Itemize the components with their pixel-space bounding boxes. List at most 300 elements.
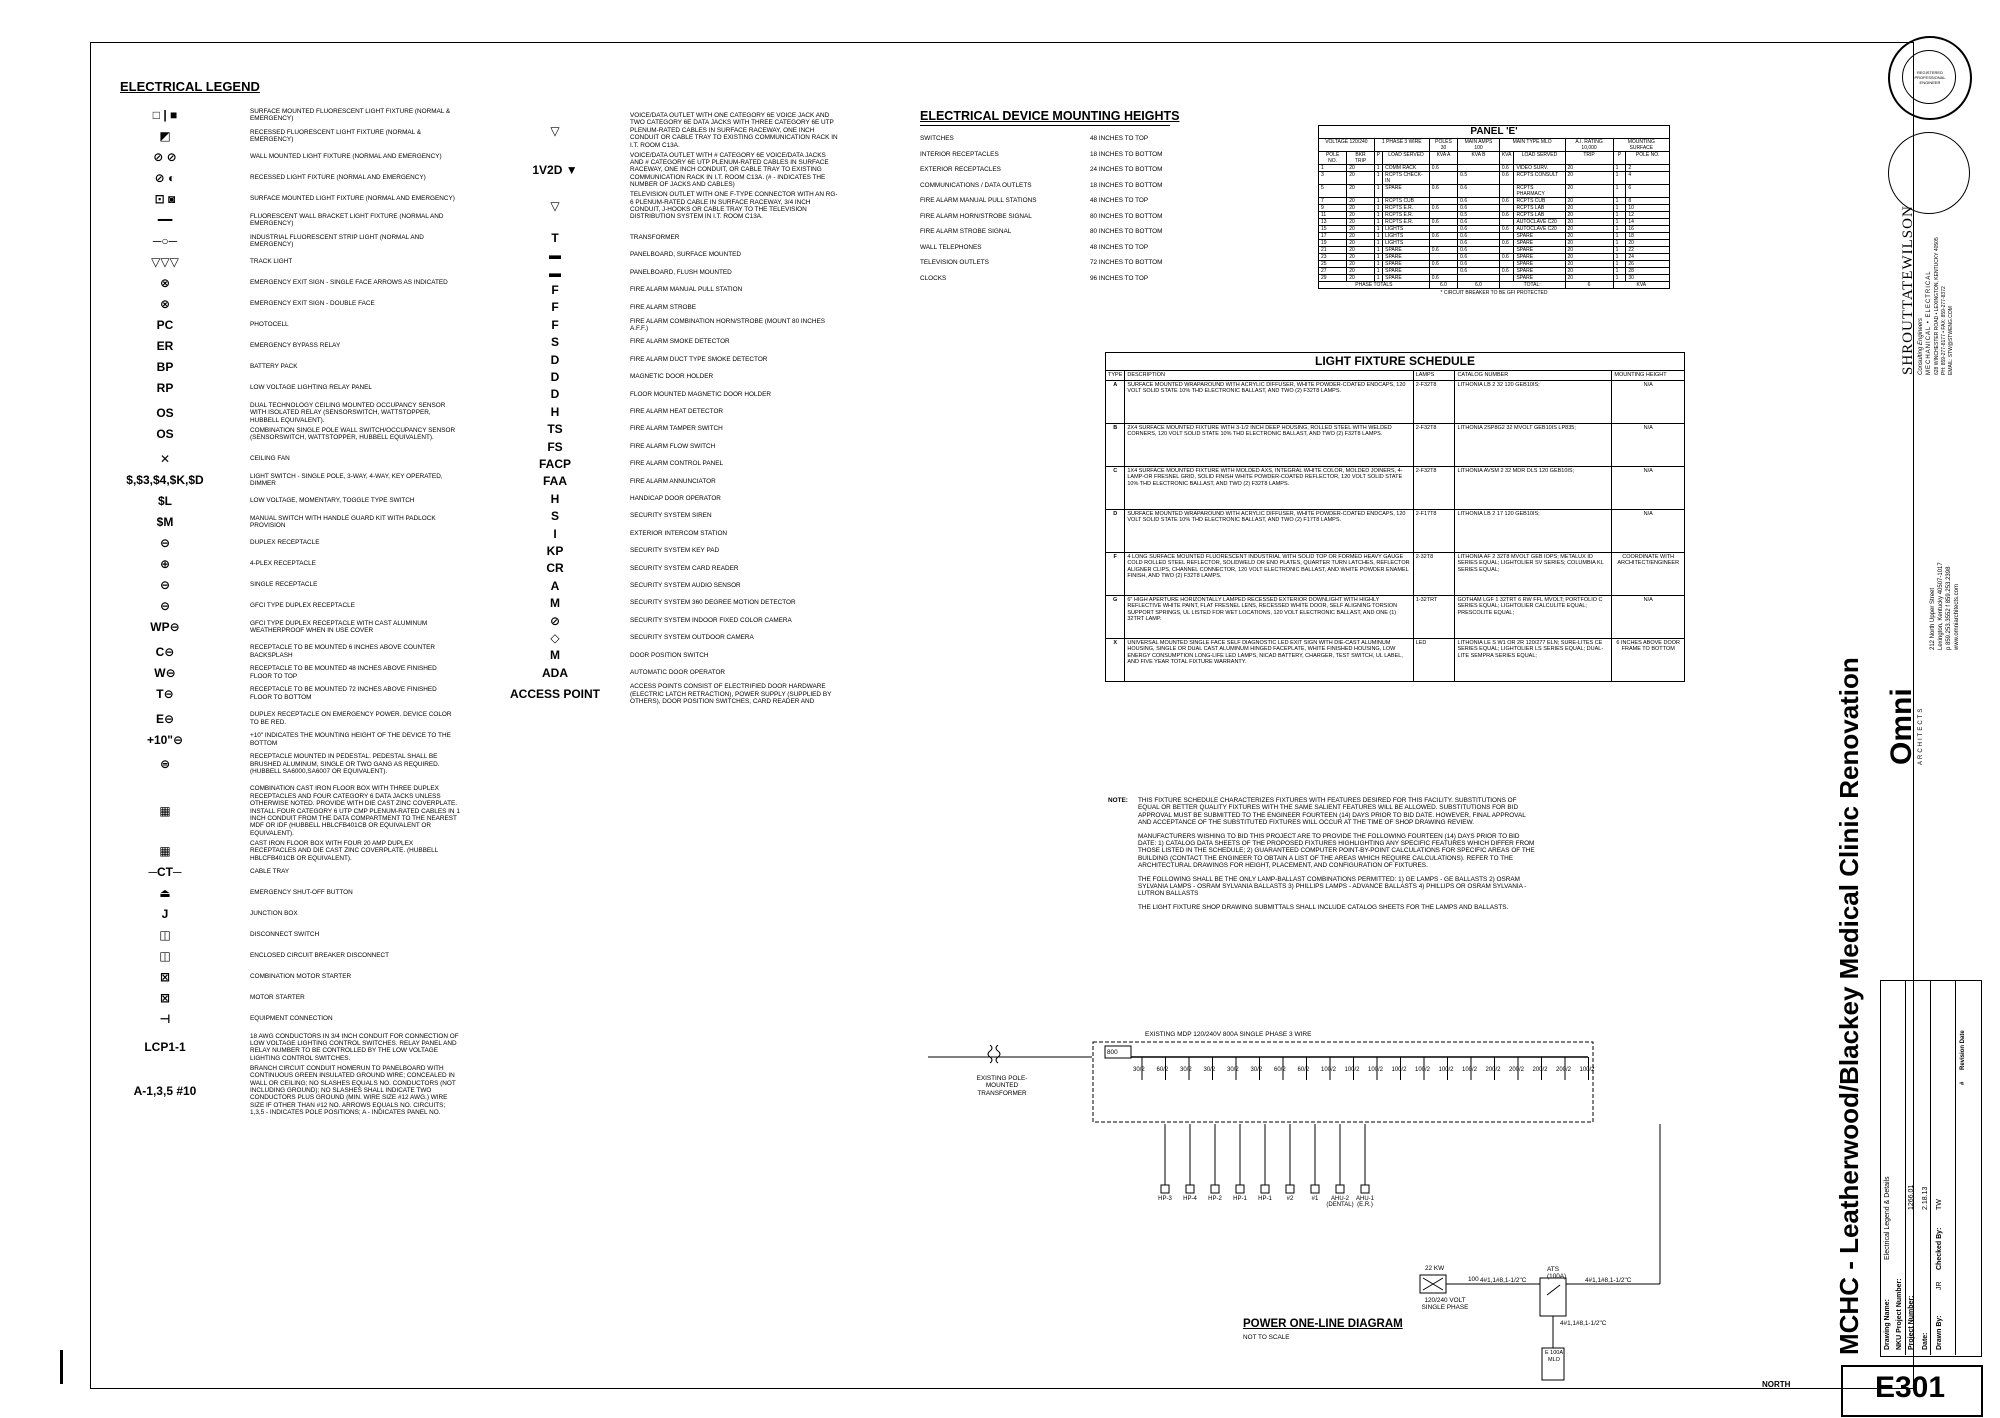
load-label: HP-2 — [1208, 1196, 1222, 1202]
engineer-name: SHROUTTATEWILSON — [1900, 205, 1916, 375]
mounting-row: CLOCKS 96 INCHES TO TOP — [920, 274, 1149, 282]
legend-description: SECURITY SYSTEM CARD READER — [630, 564, 739, 572]
breaker-rating: 60/2 — [1274, 1067, 1286, 1073]
panel-subheader-cell: KVA B — [1458, 152, 1500, 165]
legend-symbol: ▽ — [550, 123, 560, 138]
legend-description: MOTOR STARTER — [250, 993, 305, 1001]
legend-description: 18 AWG CONDUCTORS IN 3/4 INCH CONDUIT FOR CONNECTION OF LOW VOLTAGE LIGHTING CONTROL SWITCHES. RELAY PANEL AND RELAY NUMBER TO BE CONTROLLED BY THE LOW VOLTAGE LIGHTING CONTROL SWITCHES. — [250, 1032, 459, 1062]
legend-item — [110, 686, 460, 701]
legend-description: CABLE TRAY — [250, 867, 290, 875]
seal-text: REGISTERED PROFESSIONAL ENGINEER — [1914, 70, 1946, 85]
legend-item — [510, 596, 840, 610]
legend-item — [110, 886, 460, 900]
legend-description: FIRE ALARM DUCT TYPE SMOKE DETECTOR — [630, 355, 768, 363]
architect-addr-0: 212 North Upper Street — [1930, 587, 1936, 650]
legend-symbol: ⊖ — [159, 598, 171, 613]
panel-header-cell: VOLTAGE 120/240 — [1319, 139, 1375, 152]
panel-header-cell: MAIN TYPE MLO — [1499, 139, 1565, 152]
fixture-row: A SURFACE MOUNTED WRAPAROUND WITH ACRYLIC DIFFUSER, WHITE POWDER-COATED ENDCAPS, 120 VOLT SOLID STATE 10% THD ELECTRONIC BALLAST, AND TWO (2) F32T8 LAMPS. 2-F32T8 LITHONIA LB 2 32 120 GEB10IS; N/A — [1106, 380, 1685, 423]
legend-item — [510, 248, 840, 262]
nku-label: NKU Project Number: — [1896, 1278, 1903, 1350]
legend-item — [110, 276, 460, 290]
legend-item — [510, 335, 840, 349]
fixture-row: X UNIVERSAL MOUNTED SINGLE FACE SELF DIAGNOSTIC LED EXIT SIGN WITH DIE-CAST ALUMINUM HOUSING, SINGLE OR DUAL CAST ALUMINUM HINGED FACEPLATE, WHITE FINISHED HOUSING, LOW ENERGY CONSUMPTION LONG-LIFE LED LAMPS, NICAD BATTERY, CHARGER, TEST SWITCH, UL LABEL, AND FIVE YEAR TOTAL FIXTURE WARRANTY. LED LITHONIA LE S W1 OR 2R 120/277 ELN; SURE-LITES CE SERIES EQUAL; LIGHTOLIER LS SERIES EQUAL; DUAL-LITE SEMPRA SERIES EQUAL; 6 INCHES ABOVE DOOR FRAME TO BOTTOM — [1106, 638, 1685, 681]
project-number: 1266.01 — [1908, 1184, 1915, 1210]
fixture-header-cell: MOUNTING HEIGHT — [1612, 371, 1685, 381]
feeder-3: 4#1,1#8,1-1/2"C — [1560, 1320, 1607, 1327]
fixture-header-cell: DESCRIPTION — [1125, 371, 1413, 381]
load-label: #2 — [1286, 1196, 1294, 1202]
fixture-row: C 1X4 SURFACE MOUNTED FIXTURE WITH MOLDED AXS, INTEGRAL WHITE COLOR, MOLDED JOINERS, 4-LAMP-OR FRESNEL GRID, SOLID FINISH WHITE POWDER-COATED REFLECTOR, 120 VOLT SOLID STATE 10% THD ELECTRONIC BALLAST, AND TWO (2) F32T8 LAMPS. 2-F32T8 LITHONIA AVSM 2 32 MDR DLS 120 GEB10IS; N/A — [1106, 466, 1685, 509]
legend-symbol: $M — [156, 515, 174, 529]
fixture-row: B 2X4 SURFACE MOUNTED FIXTURE WITH 3-1/2 INCH DEEP HOUSING, ROLLED STEEL WITH WELDED CORNERS, 120 VOLT SOLID STATE 10% THD ELECTRONIC BALLAST, AND TWO (2) F32T8 LAMPS. 2-F32T8 LITHONIA 2SP8G2 32 MVOLT GEB10IS LP835; N/A — [1106, 423, 1685, 466]
legend-symbol: D — [550, 387, 560, 402]
mounting-row: SWITCHES 48 INCHES TO TOP — [920, 135, 1149, 142]
legend-description: FLUORESCENT WALL BRACKET LIGHT FIXTURE (NORMAL AND EMERGENCY) — [250, 213, 444, 228]
architect-addr-2: p 859.253.3552 f 859.253.2398 — [1946, 566, 1952, 650]
legend-symbol: ADA — [542, 665, 568, 680]
legend-item — [110, 970, 460, 984]
legend-item — [510, 387, 840, 401]
legend-symbol: ◩ — [159, 129, 171, 144]
legend-symbol: ⏏ — [159, 885, 171, 900]
legend-item — [110, 711, 460, 726]
legend-symbol: W⊖ — [154, 665, 176, 680]
legend-description: EMERGENCY SHUT-OFF BUTTON — [250, 888, 353, 896]
load-label: HP-1 — [1233, 1196, 1247, 1202]
legend-item — [110, 785, 460, 837]
legend-item — [510, 353, 840, 367]
legend-symbol: ▽▽▽ — [151, 255, 179, 269]
legend-description: FIRE ALARM STROBE — [630, 303, 697, 311]
legend-symbol: ▽ — [550, 199, 560, 213]
note-paragraph: THE LIGHT FIXTURE SHOP DRAWING SUBMITTALS SHALL INCLUDE CATALOG SHEETS FOR THE LAMPS AND BALLASTS. — [1138, 903, 1509, 911]
checked-by: TW — [1936, 1199, 1943, 1210]
north-label: NORTH — [1762, 1380, 1791, 1389]
legend-description: BRANCH CIRCUIT CONDUIT HOMERUN TO PANELBOARD WITH CONTINUOUS GREEN INSULATED GROUND WIRE; CONCEALED IN WALL OR CEILING; NO SLASHES EQUALS NO. CONDUCTORS (NOT INCLUDING GROUND); NO SLASHES SHALL INDICATE TWO CONDUCTORS PLUS GROUND (MIN. WIRE SIZE #12 AWG.) WIRE SIZE IF OTHER THAN #12 NO. ARROWS EQUALS NO. CIRCUITS; 1,3,5 - INDICATES POLE POSITIONS; A - INDICATES PANEL NO. — [250, 1064, 456, 1117]
legend-description: WALL MOUNTED LIGHT FIXTURE (NORMAL AND EMERGENCY) — [250, 153, 442, 161]
legend-item — [510, 283, 840, 297]
legend-description: SECURITY SYSTEM INDOOR FIXED COLOR CAMERA — [630, 616, 792, 624]
legend-description: RECESSED FLUORESCENT LIGHT FIXTURE (NORMAL & EMERGENCY) — [250, 129, 422, 144]
breaker-rating: 200/2 — [1532, 1067, 1548, 1073]
legend-item — [110, 644, 460, 659]
legend-item — [110, 108, 460, 123]
legend-description: MANUAL SWITCH WITH HANDLE GUARD KIT WITH PADLOCK PROVISION — [250, 514, 436, 529]
note-paragraph: THE FOLLOWING SHALL BE THE ONLY LAMP-BALLAST COMBINATIONS PERMITTED: 1) GE LAMPS - GE BALLASTS 2) OSRAM SYLVANIA LAMPS - OSRAM SYLVANIA BALLASTS 3) PHILLIPS LAMPS - ADVANCE BALLASTS 4) PHILLIPS OR OSRAM SYLVANIA - LUTRON BALLASTS — [1138, 875, 1527, 898]
generator-label: 22 KW — [1425, 1265, 1445, 1272]
date-label: Date: — [1922, 1332, 1929, 1350]
breaker-rating: 30/2 — [1180, 1067, 1192, 1073]
legend-item — [110, 865, 460, 879]
mounting-row: EXTERIOR RECEPTACLES 24 INCHES TO BOTTOM — [920, 166, 1163, 173]
legend-description: VOICE/DATA OUTLET WITH # CATEGORY 6E VOICE/DATA JACKS AND # CATEGORY 6E UTP PLENUM-RATED CABLES IN SURFACE RACEWAY, ONE INCH CONDUIT, OR CABLE TRAY TO EXISTING COMMUNICATION RACK IN I.T. ROOM C13A. (# - INDICATES THE NUMBER OF JACKS AND CABLES) — [630, 151, 829, 189]
legend-description: DUAL TECHNOLOGY CEILING MOUNTED OCCUPANCY SENSOR WITH ISOLATED RELAY (SENSORSWITCH, WATTSTOPPER, HUBBELL EQUIVALENT). — [250, 402, 446, 424]
fixture-header-cell: LAMPS — [1413, 371, 1455, 381]
panel-row: 23 20 1 SPARE 0.6 0.6 SPARE 20 1 24 — [1319, 254, 1670, 261]
architect-addr-1: Lexington, Kentucky 40507-1017 — [1938, 562, 1944, 650]
legend-item — [510, 683, 840, 705]
legend-symbol: ─○─ — [152, 234, 178, 249]
legend-symbol: ⊠ — [159, 969, 171, 984]
legend-description: COMBINATION MOTOR STARTER — [250, 972, 352, 980]
legend-item — [510, 300, 840, 314]
legend-symbol: I — [553, 526, 557, 541]
title-block — [1834, 30, 1985, 1410]
legend-description: MAGNETIC DOOR HOLDER — [630, 373, 714, 381]
legend-description: AUTOMATIC DOOR OPERATOR — [630, 669, 726, 677]
legend-item — [110, 536, 460, 550]
light-fixture-schedule — [1105, 352, 1685, 682]
plot-stamp — [60, 1350, 63, 1384]
project-title: MCHC - Leatherwood/Blackey Medical Clinic Renovation — [1834, 657, 1864, 1355]
legend-symbol: ✕ — [159, 451, 171, 466]
legend-symbol: H — [550, 491, 560, 506]
legend-description: CEILING FAN — [250, 454, 290, 462]
legend-item — [110, 452, 460, 466]
legend-symbol: ⊘ ⊘ — [153, 150, 177, 164]
legend-symbol: KP — [546, 544, 564, 558]
architect-addr-3: www.omniarchitects.com — [1954, 583, 1960, 650]
mounting-row: INTERIOR RECEPTACLES 18 INCHES TO BOTTOM — [920, 150, 1163, 158]
legend-item — [110, 360, 460, 374]
legend-description: RECEPTACLE TO BE MOUNTED 6 INCHES ABOVE COUNTER BACKSPLASH — [250, 644, 436, 659]
panel-row: 9 20 1 RCPTS E.R. 0.6 0.6 RCPTS LAB 20 1 10 — [1319, 205, 1670, 212]
drawn-by: JR — [1936, 1281, 1943, 1290]
legend-symbol: M — [550, 596, 560, 611]
legend-item — [510, 405, 840, 419]
legend-description: SINGLE RECEPTACLE — [250, 580, 318, 588]
legend-item — [110, 1033, 460, 1063]
legend-description: SECURITY SYSTEM SIREN — [630, 512, 712, 520]
panel-subheader-cell: P — [1613, 152, 1626, 165]
legend-description: FIRE ALARM TAMPER SWITCH — [630, 425, 723, 433]
disconnect-symbol — [1186, 1185, 1194, 1193]
legend-item — [110, 213, 460, 228]
feeder-2: 4#1,1#8,1-1/2"C — [1585, 1277, 1632, 1284]
legend-symbol: PC — [156, 318, 174, 332]
legend-symbol: $,$3,$4,$K,$D — [126, 473, 204, 487]
legend-description: FIRE ALARM CONTROL PANEL — [630, 460, 724, 468]
breaker-rating: 30/2 — [1203, 1067, 1216, 1073]
breaker-rating: 30/2 — [1133, 1067, 1145, 1073]
legend-item — [510, 266, 840, 280]
date-value: 2.18.13 — [1922, 1186, 1929, 1210]
legend-symbol: ▦ — [159, 804, 171, 819]
panel-subheader-cell: POLE NO. — [1626, 152, 1670, 165]
legend-symbol: $L — [157, 493, 172, 508]
panel-row: 13 20 1 RCPTS E.R. 0.6 0.6 AUTOCLAVE C20 20 1 14 — [1319, 219, 1670, 226]
legend-item — [110, 578, 460, 592]
ats-label: ATS (100A) — [1547, 1266, 1567, 1281]
mounting-row: FIRE ALARM STROBE SIGNAL 80 INCHES TO BOTTOM — [920, 228, 1163, 235]
panel-subheader-cell: BKR TRIP — [1347, 152, 1375, 165]
architect-seal — [1888, 132, 1970, 214]
breaker-rating: 100/2 — [1368, 1067, 1384, 1073]
breaker-rating: 200/2 — [1556, 1067, 1572, 1073]
oneline-subtitle: NOT TO SCALE — [1243, 1334, 1290, 1341]
legend-description: SECURITY SYSTEM OUTDOOR CAMERA — [630, 634, 754, 642]
legend-symbol: ◫ — [159, 948, 171, 963]
legend-description: CAST IRON FLOOR BOX WITH FOUR 20 AMP DUPLEX RECEPTACLES AND DIE CAST ZINC COVERPLATE. (HUBBELL HBLCFB401CB OR EQUIVALENT). — [250, 839, 438, 862]
gen-breaker: 100 — [1468, 1276, 1479, 1283]
legend-symbol: ◇ — [550, 631, 560, 645]
mounting-row: TELEVISION OUTLETS 72 INCHES TO BOTTOM — [920, 259, 1163, 266]
legend-description: HANDICAP DOOR OPERATOR — [630, 495, 721, 503]
legend-description: FIRE ALARM FLOW SWITCH — [630, 442, 716, 450]
note-label: NOTE: — [1108, 797, 1128, 804]
legend-item — [510, 112, 840, 149]
load-label: AHU-2 (DENTAL) — [1326, 1196, 1354, 1208]
panel-row: 7 20 1 RCPTS CUB 0.6 0.6 RCPTS CUB 20 1 8 — [1319, 198, 1670, 205]
legend-symbol: ⊕ — [159, 556, 171, 571]
legend-description: COMBINATION SINGLE POLE WALL SWITCH/OCCUPANCY SENSOR (SENSORSWITCH, WATTSTOPPER, HUBBELL EQUIVALENT). — [250, 426, 456, 442]
legend-item — [110, 907, 460, 921]
legend-description: FIRE ALARM ANNUNCIATOR — [630, 477, 716, 485]
legend-symbol: FACP — [538, 457, 571, 471]
note-paragraph: MANUFACTURERS WISHING TO BID THIS PROJECT ARE TO PROVIDE THE FOLLOWING FOURTEEN (14) DAYS PRIOR TO BID DATE: 1) CATALOG DATA SHEETS OF THE PROPOSED FIXTURES HIGHLIGHTING ANY SPECIFIC FEATURES WHICH DIFFER FROM THOSE LISTED IN THE SCHEDULE; 2) GUARANTEED COMPUTER POINT-BY-POINT CALCULATIONS FOR SPECIFIC AREAS OF THE BUILDING (CONTACT THE ENGINEER TO OBTAIN A LIST OF THE AREAS WHICH REQUIRE CALCULATIONS). REFER TO THE ARCHITECTURAL DRAWINGS FOR HEIGHT, PLACEMENT, AND CONFIGURATION OF FIXTURES. — [1138, 832, 1535, 870]
legend-symbol: M — [550, 648, 560, 663]
breaker-rating: 60/2 — [1297, 1067, 1310, 1073]
legend-description: DUPLEX RECEPTACLE — [250, 538, 320, 546]
legend-item — [110, 1065, 460, 1117]
panel-header-cell: A.I. RATING 10,000 — [1565, 139, 1613, 152]
legend-description: LIGHT SWITCH - SINGLE POLE, 3-WAY, 4-WAY, KEY OPERATED, DIMMER — [250, 472, 443, 487]
legend-symbol: □ | ■ — [152, 108, 178, 123]
legend-symbol: LCP1-1 — [144, 1040, 186, 1055]
legend-symbol: A-1,3,5 #10 — [133, 1083, 197, 1098]
engineer-seal — [1888, 36, 1972, 120]
legend-description: ENCLOSED CIRCUIT BREAKER DISCONNECT — [250, 951, 390, 959]
legend-item — [110, 494, 460, 508]
legend-item — [110, 171, 460, 185]
transformer-label: EXISTING POLE-MOUNTED TRANSFORMER — [976, 1075, 1028, 1097]
legend-description: PANELBOARD, SURFACE MOUNTED — [630, 251, 742, 259]
legend-symbol: ▦ — [159, 843, 171, 858]
revision-date-label: Revision Date — [1960, 1030, 1966, 1070]
panel-totals: PHASE TOTALS 6.0 6.0 TOTAL: 6 KVA — [1319, 282, 1670, 289]
legend-description: EQUIPMENT CONNECTION — [250, 1014, 333, 1022]
engineer-disciplines: MECHANICAL • ELECTRICAL — [1926, 270, 1932, 375]
note-paragraph: THIS FIXTURE SCHEDULE CHARACTERIZES FIXTURES WITH FEATURES DESIRED FOR THIS FACILITY. SUBSTITUTIONS OF EQUAL OR BETTER QUALITY FIXTURES WITH THE SAME SALIENT FEATURES WILL BE ALLOWED. SUBSTITUTIONS FOR BID APPROVAL MUST BE SUBMITTED TO THE ENGINEER FOURTEEN (14) DAYS PRIOR TO BID DATE. HOWEVER, FINAL APPROVAL AND ACCEPTANCE OF THE SUBSTITUTED FIXTURES WILL OCCUR AT THE TIME OF SHOP DRAWING REVIEW. — [1138, 797, 1526, 827]
legend-symbol: ─CT─ — [148, 864, 182, 879]
legend-symbol: T⊖ — [156, 686, 174, 701]
legend-symbol: C⊖ — [155, 644, 175, 659]
legend-symbol: ━━ — [157, 213, 173, 228]
engineer-block — [1900, 205, 1917, 375]
panel-note: * CIRCUIT BREAKER TO BE GFI PROTECTED — [1440, 290, 1548, 296]
legend-symbol: A — [550, 578, 560, 593]
legend-description: ACCESS POINTS CONSIST OF ELECTRIFIED DOOR HARDWARE (ELECTRIC LATCH RETRACTION), POWER SUPPLY (SUPPLIED BY OTHERS), DOOR POSITION SWITCHES, CARD READER AND — [630, 683, 832, 705]
fixture-row: G 6" HIGH APERTURE HORIZONTALLY LAMPED RECESSED EXTERIOR DOWNLIGHT WITH HIGHLY REFLECTIVE WHITE PAINT, FLAT FRESNEL LENS, RECESSED WHITE DOOR, SELF ALIGNING TORSION SUPPORT SPRINGS, UL LISTED FOR WET LOCATIONS, 120 VOLT ELECTRONIC BALLAST, AND ONE (1) 32TRT LAMP. 1-32TRT GOTHAM LGF 1 32TRT 6 RW FFL MVOLT; PORTFOLIO C SERIES EQUAL; LIGHTOLIER CALCULITE EQUAL; PRESCOLITE EQUAL; N/A — [1106, 595, 1685, 638]
legend-item — [510, 544, 840, 558]
panel-row: 21 20 1 SPARE 0.6 0.6 SPARE 20 1 22 — [1319, 247, 1670, 254]
legend-description: DOOR POSITION SWITCH — [630, 651, 709, 659]
legend-item — [510, 191, 840, 221]
legend-description: FIRE ALARM SMOKE DETECTOR — [630, 338, 730, 346]
mdp-label: EXISTING MDP 120/240V 800A SINGLE PHASE 3 WIRE — [1145, 1031, 1312, 1038]
panel-row: 15 20 1 LIGHTS 0.6 0.6 AUTOCLAVE C20 20 1 16 — [1319, 226, 1670, 233]
legend-item — [110, 402, 460, 424]
panel-row: 19 20 1 LIGHTS 0.6 0.6 SPARE 20 1 20 — [1319, 240, 1670, 247]
legend-symbol: ⊣ — [159, 1011, 171, 1026]
legend-description: FIRE ALARM HEAT DETECTOR — [630, 408, 724, 416]
legend-description: +10" INDICATES THE MOUNTING HEIGHT OF THE DEVICE TO THE BOTTOM — [250, 732, 451, 747]
generator-sub: 120/240 VOLT SINGLE PHASE — [1421, 1297, 1469, 1312]
legend-symbol: ⊘ — [549, 613, 561, 628]
panel-title: PANEL 'E' — [1319, 126, 1670, 139]
legend-item — [110, 515, 460, 530]
legend-description: RECESSED LIGHT FIXTURE (NORMAL AND EMERGENCY) — [250, 174, 426, 182]
architect-name: Omni — [1885, 688, 1918, 765]
legend-description: RECEPTACLE MOUNTED IN PEDESTAL. PEDESTAL SHALL BE BRUSHED ALUMINUM, SINGLE OR TWO GANG AS REQUIRED. (HUBBELL SA6000,SA6007 OR EQUIVALENT). — [250, 753, 440, 775]
legend-item — [110, 949, 460, 963]
legend-description: PANELBOARD, FLUSH MOUNTED — [630, 268, 732, 276]
legend-symbol: ▬ — [549, 265, 561, 280]
legend-symbol: F — [551, 318, 559, 333]
legend-item — [110, 599, 460, 613]
disconnect-symbol — [1236, 1185, 1244, 1193]
legend-item — [510, 614, 840, 628]
load-label: HP-4 — [1183, 1196, 1197, 1202]
panel-row: 17 20 1 LIGHTS 0.6 0.6 SPARE 20 1 18 — [1319, 233, 1670, 240]
legend-description: 4-PLEX RECEPTACLE — [250, 559, 316, 567]
breaker-rating: 60/2 — [1156, 1067, 1169, 1073]
mounting-row: COMMUNICATIONS / DATA OUTLETS 18 INCHES TO BOTTOM — [920, 181, 1163, 189]
disconnect-symbol — [1311, 1185, 1319, 1193]
breaker-rating: 200/2 — [1509, 1067, 1525, 1073]
disconnect-symbol — [1261, 1185, 1269, 1193]
legend-description: VOICE/DATA OUTLET WITH ONE CATEGORY 6E VOICE JACK AND TWO CATEGORY 6E DATA JACKS WITH THREE CATEGORY 6E UTP PLENUM-RATED CABLES IN SURFACE RACEWAY, ONE INCH CONDUIT OR CABLE TRAY TO EXISTING COMMUNICATION RACK IN I.T. ROOM C13A. — [630, 112, 838, 149]
breaker-rating: 100/2 — [1344, 1067, 1360, 1073]
fixture-row: D SURFACE MOUNTED WRAPAROUND WITH ACRYLIC DIFFUSER, WHITE POWDER-COATED ENDCAPS, 120 VOLT SOLID STATE 10% THD ELECTRONIC BALLAST, AND TWO (2) F17T8 LAMPS. 2-F17T8 LITHONIA LB 2 17 120 GEB10IS; N/A — [1106, 509, 1685, 552]
legend-symbol: ▬ — [549, 248, 561, 263]
breaker-rating: 100/2 — [1321, 1067, 1337, 1073]
disconnect-symbol — [1336, 1185, 1344, 1193]
panel-row: 29 20 1 SPARE 0.6 SPARE 20 1 30 — [1319, 275, 1670, 282]
legend-item — [110, 427, 460, 442]
legend-symbol: T — [551, 230, 559, 245]
checked-by-label: Checked By: — [1936, 1227, 1943, 1270]
legend-symbol: F — [551, 283, 559, 297]
legend-description: TRANSFORMER — [630, 234, 680, 242]
legend-symbol: ⊖ — [159, 577, 171, 592]
panel-header-cell: POLES 30 — [1429, 139, 1457, 152]
legend-symbol: CR — [546, 561, 564, 576]
legend-item — [510, 561, 840, 575]
legend-description: GFCI TYPE DUPLEX RECEPTACLE — [250, 601, 355, 609]
legend-description: EMERGENCY EXIT SIGN - SINGLE FACE ARROWS AS INDICATED — [250, 279, 448, 287]
load-label: HP-3 — [1158, 1196, 1172, 1202]
legend-item — [110, 840, 460, 862]
panel-row: 5 20 1 SPARE 0.6 0.6 RCPTS PHARMACY 20 1 6 — [1319, 185, 1670, 198]
legend-description: EMERGENCY BYPASS RELAY — [250, 342, 341, 350]
breaker-rating: 100/2 — [1415, 1067, 1431, 1073]
legend-item — [110, 318, 460, 332]
disconnect-symbol — [1161, 1185, 1169, 1193]
legend-symbol: J — [161, 906, 169, 921]
panel-header-cell: 1 PHASE 3 WIRE — [1374, 139, 1429, 152]
panel-e-schedule — [1318, 125, 1670, 297]
legend-item — [510, 579, 840, 593]
legend-symbol: ER — [156, 339, 174, 353]
legend-item — [110, 620, 460, 635]
legend-item — [110, 192, 460, 206]
legend-item — [510, 666, 840, 680]
fixture-row: F 4 LONG SURFACE MOUNTED FLUORESCENT INDUSTRIAL WITH SOLID TOP OR FORMED HEAVY GAUGE COLD ROLLED STEEL REFLECTOR, SOLIDWELD OR END PLATES, QUARTER TURN LATCHES, REFLECTOR ALIGNER CLIPS, CHANNEL CONNECTOR, 120 VOLT ELECTRONIC BALLAST, AND WHITE POWDER ENAMEL FINISH, AND TWO (2) F32T8 LAMPS. 2-32T8 LITHONIA AF 2 32T8 MVOLT GEB IOPS; METALUX ID SERIES EQUAL; LIGHTOLIER SV SERIES; COLUMBIA KL SERIES EQUAL; COORDINATE WITH ARCHITECT/ENGINEER — [1106, 552, 1685, 595]
panel-subheader-cell: KVA — [1499, 152, 1514, 165]
engineer-addr-1: PH: 859-277-8177 • FAX: 859-277-8372 — [1941, 286, 1947, 375]
mounting-row: FIRE ALARM HORN/STROBE SIGNAL 80 INCHES TO BOTTOM — [920, 212, 1163, 220]
oneline-title: POWER ONE-LINE DIAGRAM — [1243, 1318, 1403, 1330]
legend-item — [110, 665, 460, 680]
legend-item — [510, 318, 840, 333]
disconnect-symbol — [1361, 1185, 1369, 1193]
legend-description: SURFACE MOUNTED FLUORESCENT LIGHT FIXTURE (NORMAL & EMERGENCY) — [250, 108, 451, 123]
legend-description: RECEPTACLE TO BE MOUNTED 48 INCHES ABOVE FINISHED FLOOR TO TOP — [250, 665, 437, 680]
legend-symbol: D — [550, 352, 560, 367]
legend-description: TELEVISION OUTLET WITH ONE F-TYPE CONNECTOR WITH AN RG-6 PLENUM-RATED CABLE IN SURFACE RACEWAY, 3/4 INCH CONDUIT, J-HOOKS OR CABLE TRAY TO THE TELEVISION DISTRIBUTION SYSTEM IN I.T. ROOM C13A. — [630, 191, 838, 221]
legend-item — [510, 152, 840, 189]
legend-description: TRACK LIGHT — [250, 258, 293, 266]
legend-description: SURFACE MOUNTED LIGHT FIXTURE (NORMAL AND EMERGENCY) — [250, 195, 455, 203]
legend-item — [110, 150, 460, 164]
mounting-underline — [920, 125, 1170, 126]
legend-item — [110, 255, 460, 269]
panel-subheader-cell: LOAD SERVED — [1514, 152, 1565, 165]
legend-symbol: FS — [547, 439, 563, 454]
legend-description: LOW VOLTAGE, MOMENTARY, TOGGLE TYPE SWITCH — [250, 496, 415, 504]
drawing-name-label: Drawing Name: — [1884, 1299, 1891, 1350]
sheet-number: E301 — [1874, 1371, 1946, 1404]
legend-description: SECURITY SYSTEM AUDIO SENSOR — [630, 582, 741, 590]
mounting-title: ELECTRICAL DEVICE MOUNTING HEIGHTS — [920, 109, 1180, 123]
legend-symbol: E⊖ — [155, 711, 175, 726]
legend-description: BATTERY PACK — [250, 363, 298, 371]
disconnect-symbol — [1286, 1185, 1294, 1193]
legend-title: ELECTRICAL LEGEND — [120, 79, 260, 94]
legend-item — [510, 509, 840, 523]
fixture-header-cell: TYPE — [1106, 371, 1125, 381]
legend-symbol: ⊘ ◐ — [154, 171, 176, 185]
legend-symbol: ⊜ — [159, 757, 171, 772]
legend-symbol: ⊗ — [159, 297, 171, 311]
legend-item — [510, 631, 840, 645]
legend-description: GFCI TYPE DUPLEX RECEPTACLE WITH CAST ALUMINUM WEATHERPROOF WHEN IN USE COVER — [250, 619, 428, 634]
legend-item — [110, 234, 460, 249]
legend-symbol: +10"⊖ — [146, 732, 184, 747]
legend-item — [110, 339, 460, 353]
legend-symbol: D — [550, 370, 560, 384]
legend-symbol: 1V2D ▼ — [532, 163, 578, 178]
legend-item — [510, 474, 840, 488]
legend-description: DISCONNECT SWITCH — [250, 930, 320, 938]
legend-item — [510, 422, 840, 436]
breaker-rating: 100/2 — [1579, 1067, 1595, 1073]
legend-description: EXTERIOR INTERCOM STATION — [630, 529, 728, 537]
breaker-rating: 100/2 — [1462, 1067, 1478, 1073]
legend-symbol: ACCESS POINT — [510, 687, 601, 702]
fixture-notes — [1138, 797, 1538, 917]
legend-item — [110, 928, 460, 942]
legend-item — [510, 440, 840, 454]
legend-symbol: ⊡ ◙ — [154, 192, 176, 206]
legend-symbol: OS — [156, 406, 174, 421]
load-label: #1 — [1311, 1196, 1319, 1202]
legend-item — [510, 231, 840, 245]
legend-description: EMERGENCY EXIT SIGN - DOUBLE FACE — [250, 300, 375, 308]
legend-item — [510, 527, 840, 541]
